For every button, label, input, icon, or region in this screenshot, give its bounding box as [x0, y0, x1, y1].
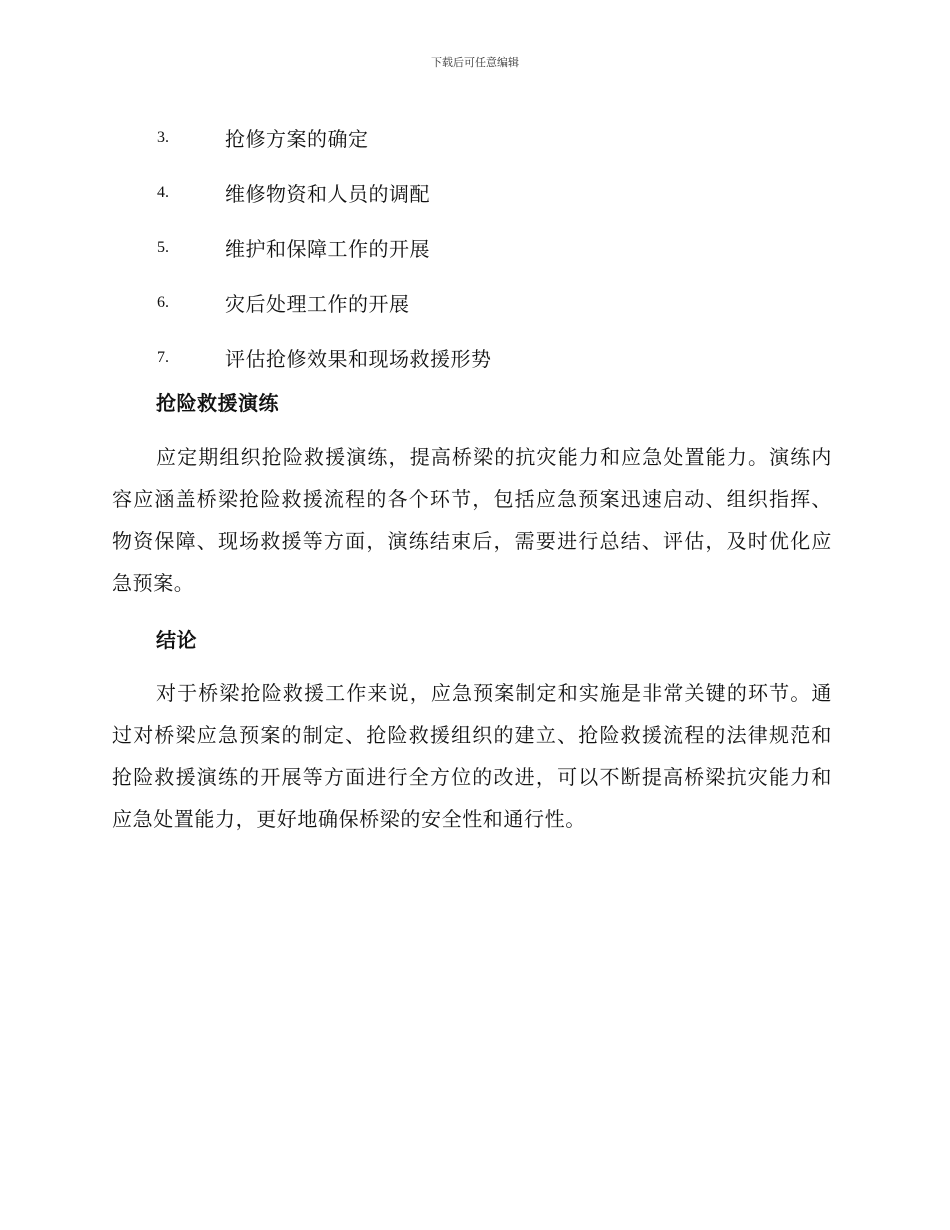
header-note: 下载后可任意编辑 — [431, 56, 519, 69]
list-text: 维修物资和人员的调配 — [225, 182, 430, 206]
list-number: 7. — [157, 348, 169, 366]
list-number: 5. — [157, 238, 169, 256]
list-text: 维护和保障工作的开展 — [225, 237, 430, 261]
list-number: 3. — [157, 128, 169, 146]
list-text: 抢修方案的确定 — [225, 127, 369, 151]
list-item — [157, 275, 857, 330]
section-heading-drill: 抢险救援演练 — [156, 391, 279, 415]
drill-paragraph: 应定期组织抢险救援演练，提高桥梁的抗灾能力和应急处置能力。演练内容应涵盖桥梁抢险救援流程的各个环节，包括应急预案迅速启动、组织指挥、物资保障、现场救援等方面，演练结束后，需要进行总结、评估，及时优化应急预案。 — [112, 445, 832, 595]
numbered-list — [157, 110, 857, 385]
list-item — [157, 110, 857, 165]
conclusion-paragraph: 对于桥梁抢险救援工作来说，应急预案制定和实施是非常关键的环节。通过对桥梁应急预案的制定、抢险救援组织的建立、抢险救援流程的法律规范和抢险救援演练的开展等方面进行全方位的改进，可以不断提高桥梁抗灾能力和应急处置能力，更好地确保桥梁的安全性和通行性。 — [112, 681, 832, 831]
list-item — [157, 220, 857, 275]
list-text: 评估抢修效果和现场救援形势 — [225, 347, 492, 371]
list-item — [157, 165, 857, 220]
list-item — [157, 330, 857, 385]
list-number: 6. — [157, 293, 169, 311]
section-heading-conclusion: 结论 — [156, 628, 197, 652]
list-number: 4. — [157, 183, 169, 201]
list-text: 灾后处理工作的开展 — [225, 292, 410, 316]
